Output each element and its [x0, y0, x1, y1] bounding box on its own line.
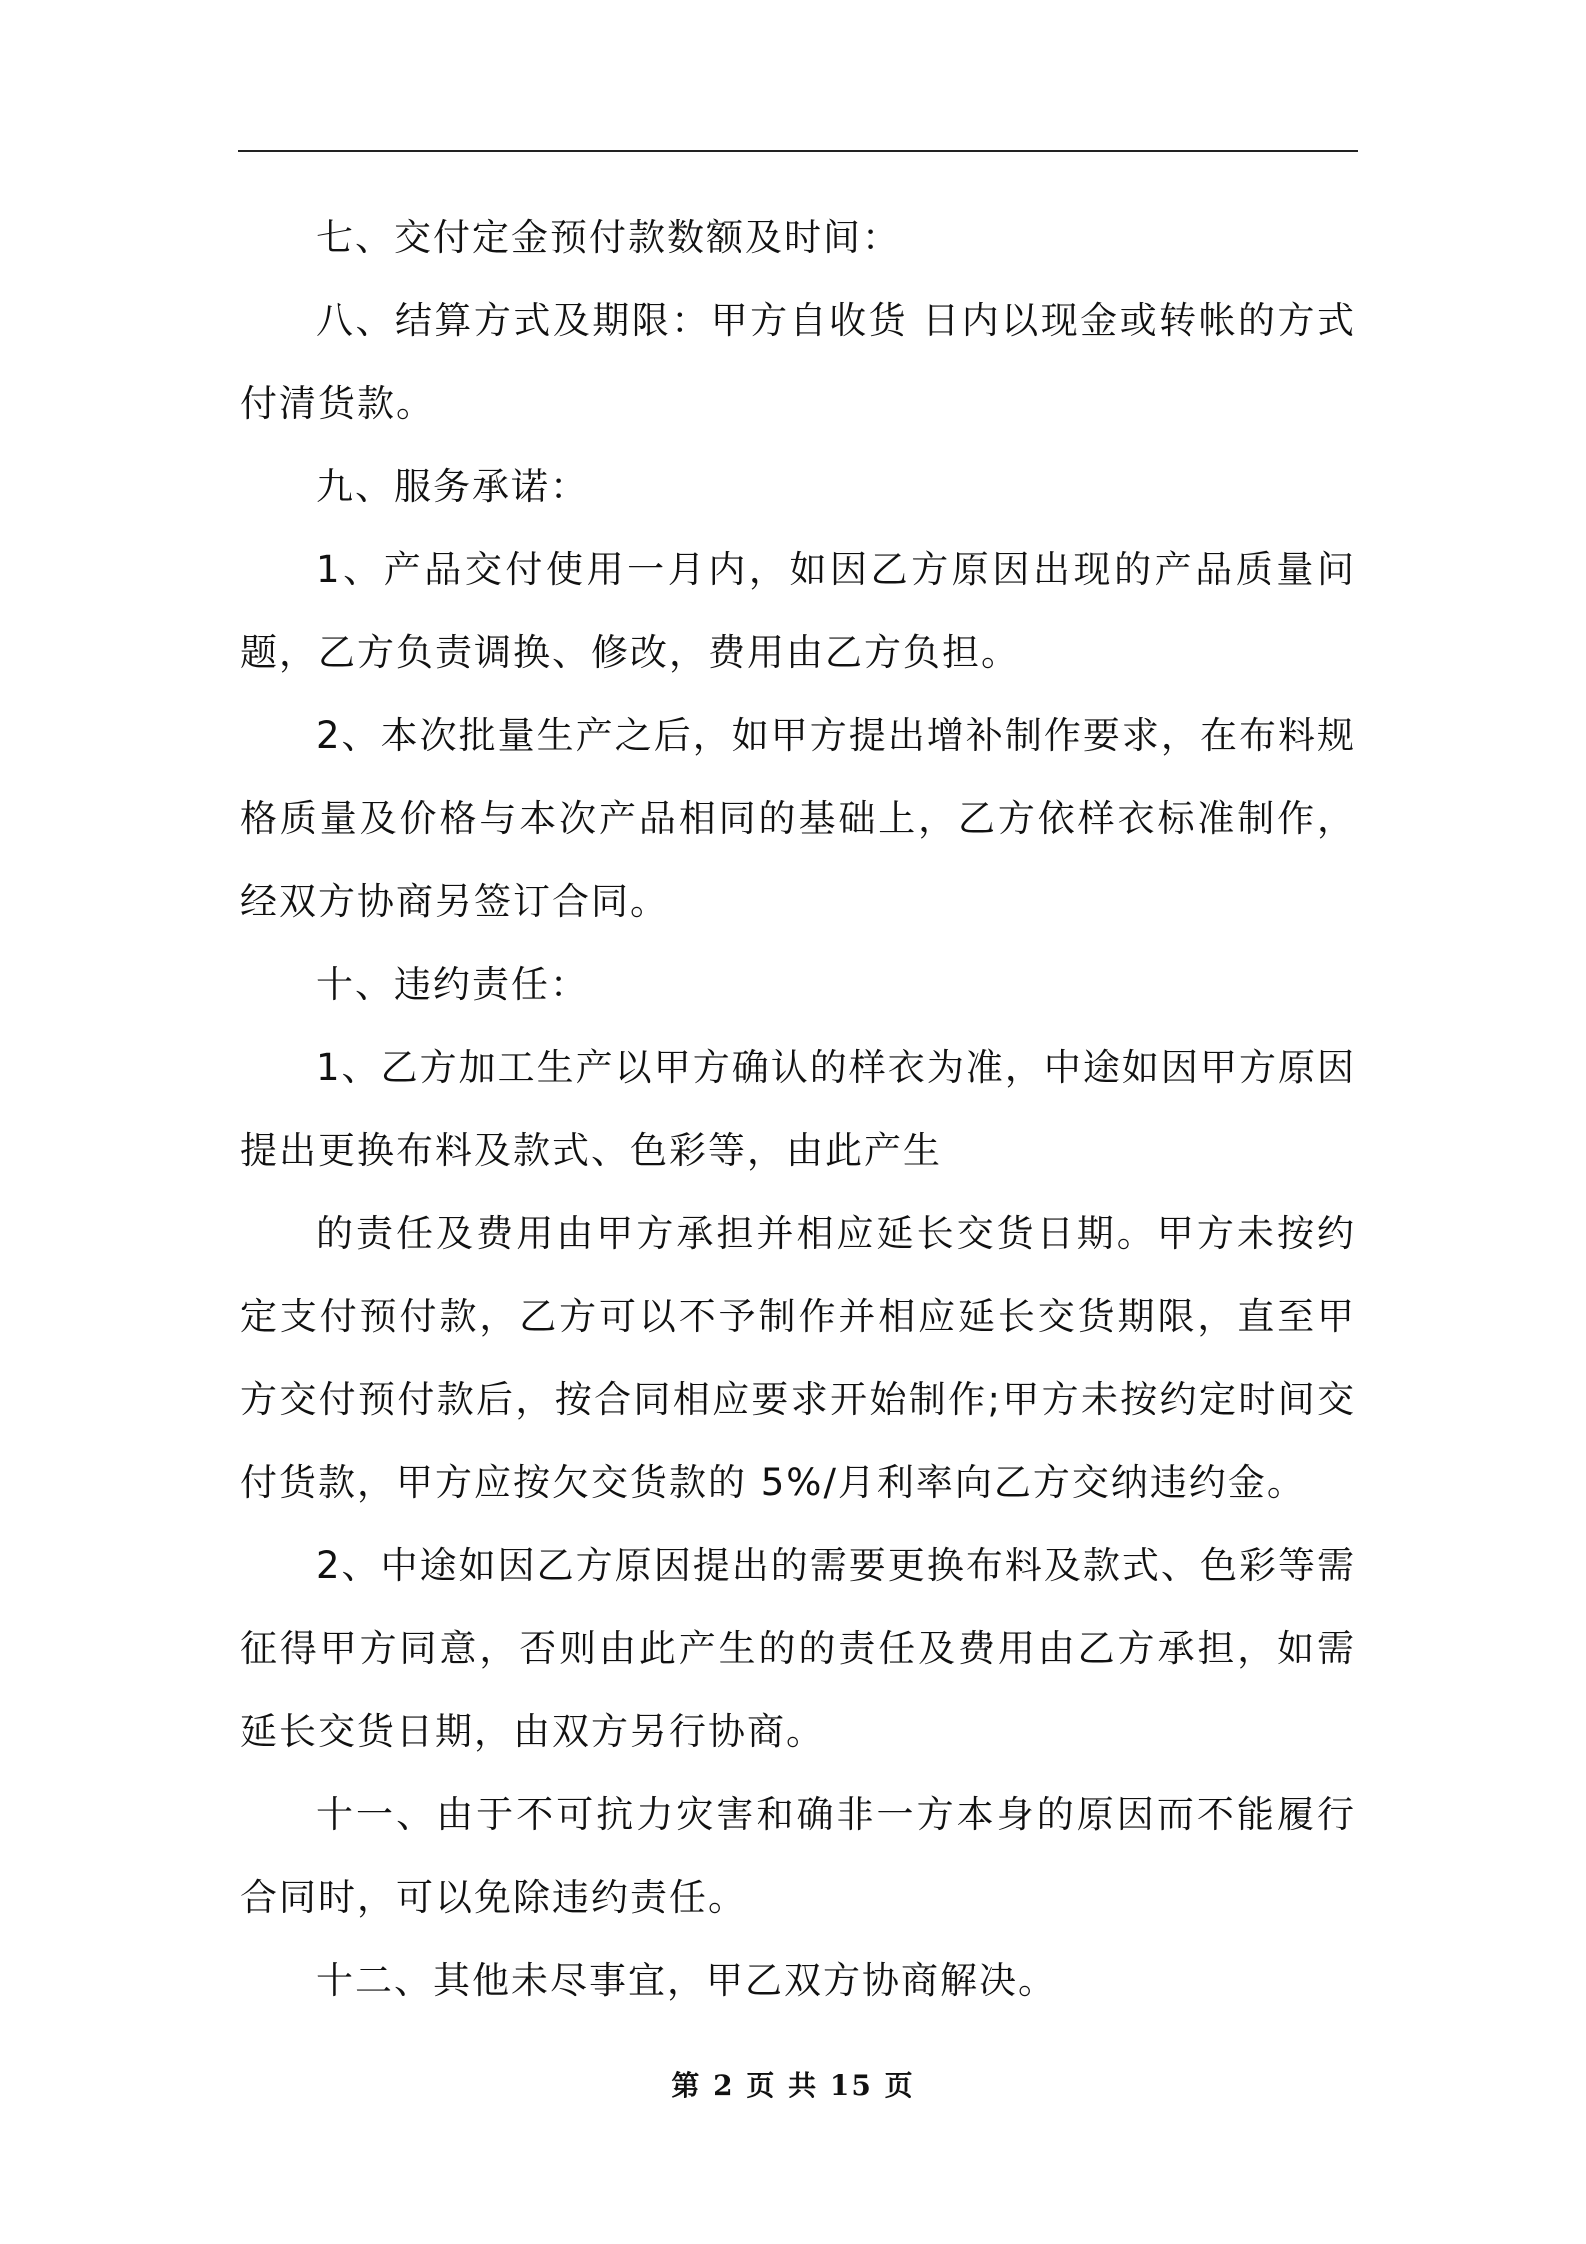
clause-10-item-2: 2、中途如因乙方原因提出的需要更换布料及款式、色彩等需征得甲方同意，否则由此产生的的责任及费用由乙方承担，如需延长交货日期，由双方另行协商。 — [240, 1544, 1356, 1753]
clause-10-item-1-continued: 的责任及费用由甲方承担并相应延长交货日期。甲方未按约定支付预付款，乙方可以不予制作并相应延长交货期限，直至甲方交付预付款后，按合同相应要求开始制作;甲方未按约定时间交付货款，甲方应按欠交货款的 5%/月利率向乙方交纳违约金。 — [240, 1212, 1356, 1504]
clause-10-liability-heading: 十、违约责任： — [316, 963, 589, 1006]
clause-9-item-1: 1、产品交付使用一月内，如因乙方原因出现的产品质量问题，乙方负责调换、修改，费用由乙方负担。 — [240, 548, 1356, 674]
clause-12-other: 十二、其他未尽事宜，甲乙双方协商解决。 — [316, 1959, 1057, 2002]
clause-9-service-heading: 九、服务承诺： — [316, 465, 589, 508]
page-number: 第 2 页 共 15 页 — [671, 2069, 915, 2102]
clause-9-item-2: 2、本次批量生产之后，如甲方提出增补制作要求，在布料规格质量及价格与本次产品相同的基础上，乙方依样衣标准制作，经双方协商另签订合同。 — [240, 714, 1356, 923]
document-body — [240, 196, 1356, 2022]
clause-8-settlement: 八、结算方式及期限：甲方自收货 日内以现金或转帐的方式付清货款。 — [240, 299, 1356, 425]
clause-7-deposit: 七、交付定金预付款数额及时间： — [316, 216, 901, 259]
clause-10-item-1: 1、乙方加工生产以甲方确认的样衣为准，中途如因甲方原因提出更换布料及款式、色彩等，由此产生 — [240, 1046, 1356, 1172]
header-rule — [238, 150, 1358, 152]
clause-11-force-majeure: 十一、由于不可抗力灾害和确非一方本身的原因而不能履行合同时，可以免除违约责任。 — [240, 1793, 1356, 1919]
